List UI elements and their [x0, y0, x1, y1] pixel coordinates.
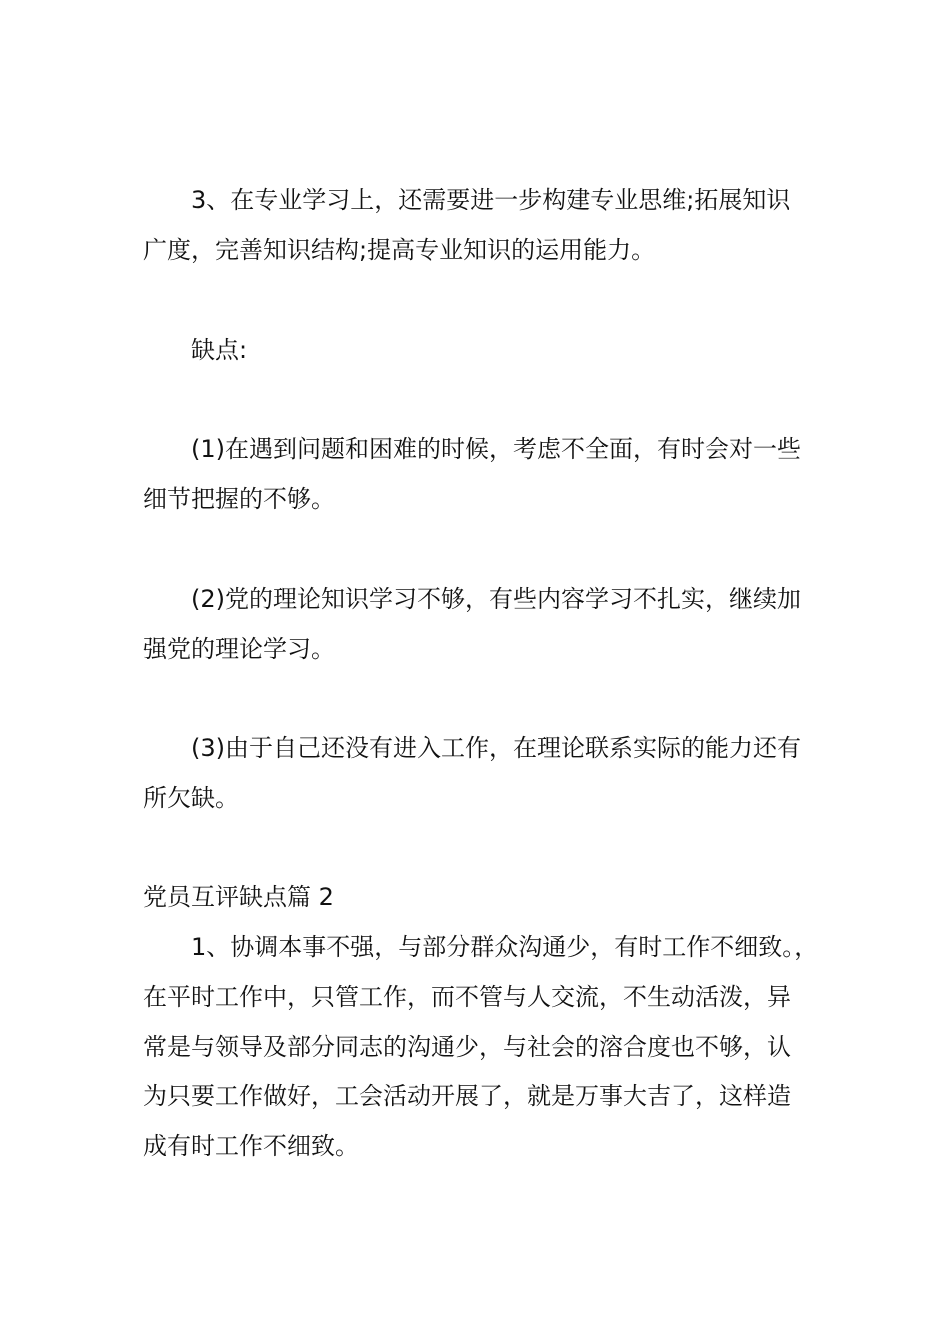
paragraph-2-heading: 缺点:	[191, 336, 248, 364]
paragraph-1-line-2: 广度，完善知识结构;提高专业知识的运用能力。	[143, 236, 656, 264]
paragraph-3-line-2: 细节把握的不够。	[143, 485, 335, 513]
paragraph-5-line-1: (3)由于自己还没有进入工作，在理论联系实际的能力还有	[191, 734, 801, 762]
paragraph-4-line-1: (2)党的理论知识学习不够，有些内容学习不扎实，继续加	[191, 585, 801, 613]
section-body-line-1: 1、协调本事不强，与部分群众沟通少，有时工作不细致。，	[191, 933, 819, 961]
paragraph-3-line-1: (1)在遇到问题和困难的时候，考虑不全面，有时会对一些	[191, 435, 801, 463]
section-body-line-4: 为只要工作做好，工会活动开展了，就是万事大吉了，这样造	[143, 1082, 791, 1110]
section-body-line-5: 成有时工作不细致。	[143, 1132, 359, 1160]
section-body-line-2: 在平时工作中，只管工作，而不管与人交流，不生动活泼，异	[143, 983, 791, 1011]
paragraph-1-line-1: 3、在专业学习上，还需要进一步构建专业思维;拓展知识	[191, 186, 791, 214]
paragraph-4-line-2: 强党的理论学习。	[143, 635, 335, 663]
section-body-line-3: 常是与领导及部分同志的沟通少，与社会的溶合度也不够，认	[143, 1033, 791, 1061]
paragraph-5-line-2: 所欠缺。	[143, 784, 239, 812]
section-title: 党员互评缺点篇 2	[143, 883, 334, 911]
